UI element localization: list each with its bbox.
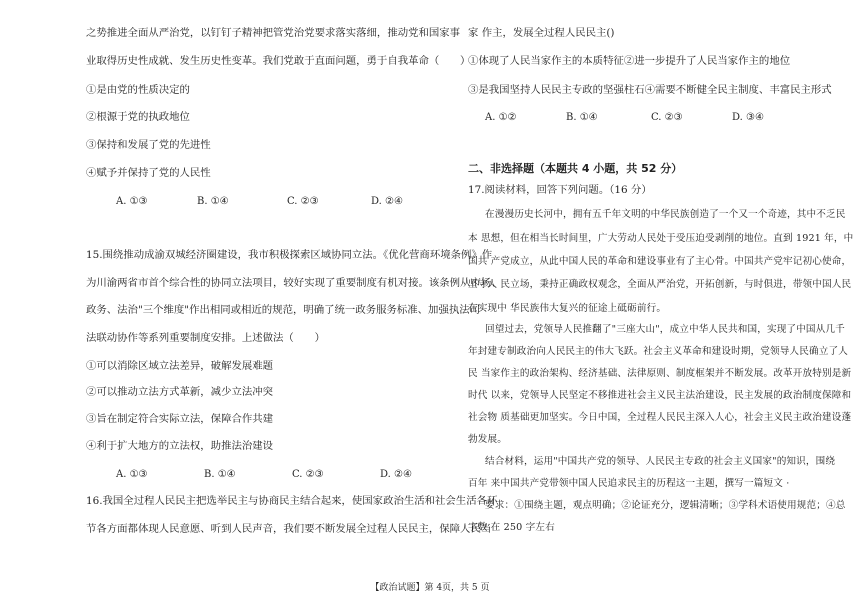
material-line-5: 在实现中 华民族伟大复兴的征途上砥砺前行。 [468, 303, 667, 314]
material-line-3: 国共 产党成立，从此中国人民的革命和建设事业有了主心骨。中国共产党牢记初心使命， [468, 256, 852, 267]
q15-text-line-4: 法联动协作等系列重要制度安排。上述做法（ ） [86, 332, 325, 344]
q16-text-line-3: 家 作主，发展全过程人民民主() [468, 27, 615, 39]
q16-item-1: ①体现了人民当家作主的本质特征②进一步提升了人民当家作主的地位 [468, 55, 791, 67]
q14-option-d: D. ②④ [371, 196, 403, 207]
material-line-14: 要求：①围绕主题，观点明确；②论证充分，逻辑清晰；③学科术语使用规范；④总 [485, 500, 846, 511]
q16-text-line-2: 节各方面都体现人民意愿、听到人民声音，我们要不断发展全过程人民民主，保障人民当 [86, 523, 492, 535]
q14-text-line-1: 之势推进全面从严治党，以钉钉子精神把管党治党要求落实落细，推动党和国家事 [86, 27, 461, 39]
q14-item-3: ③保持和发展了党的先进性 [86, 139, 211, 151]
q15-option-b: B. ①④ [204, 469, 236, 480]
material-line-12: 结合材料，运用"中国共产党的领导、人民民主专政的社会主义国家"的知识，围绕 [485, 456, 836, 467]
q16-option-b: B. ①④ [566, 112, 598, 123]
q15-text-line-3: 政务、法治"三个维度"作出相同或相近的规范，明确了统一政务服务标准、加强执法司 [86, 304, 481, 316]
material-line-10: 社会物 质基础更加坚实。今日中国，全过程人民民主深入人心，社会主义民主政治建设蓬 [468, 412, 852, 423]
q15-option-d: D. ②④ [380, 469, 412, 480]
material-line-8: 民 当家作主的政治架构、经济基础、法律原则、制度框架并不断发展。改革开放特别是新 [468, 368, 852, 379]
q16-item-2: ③是我国坚持人民民主专政的坚强柱石④需要不断健全民主制度、丰富民主形式 [468, 84, 832, 96]
material-line-9: 时代 以来，党领导人民坚定不移推进社会主义民主法治建设，民主发展的政治制度保障和 [468, 390, 852, 401]
q15-item-3: ③旨在制定符合实际立法，保障合作共建 [86, 413, 274, 425]
q15-text-line-1: 15.围绕推动成渝双城经济圈建设，我市积极探索区域协同立法。《优化营商环境条例》作 [86, 249, 493, 261]
q14-text-line-2: 业取得历史性成就、发生历史性变革。我们党敢于直面问题，勇于自我革命（ ） [86, 55, 471, 67]
q14-option-a: A. ①③ [116, 196, 148, 207]
q16-option-d: D. ③④ [732, 112, 764, 123]
material-line-7: 年封建专制政治向人民民主的伟大飞跃。社会主义革命和建设时期，党领导人民确立了人 [468, 346, 849, 357]
material-line-15: 字数 在 250 字左右 [468, 522, 555, 533]
q15-item-4: ④利于扩大地方的立法权，助推法治建设 [86, 440, 274, 452]
material-line-13: 百年 来中国共产党带领中国人民追求民主的历程这一主题，撰写一篇短文 · [468, 478, 790, 489]
q14-item-4: ④赋予并保持了党的人民性 [86, 167, 211, 179]
q15-item-2: ②可以推动立法方式革新，减少立法冲突 [86, 386, 274, 398]
q14-item-2: ②根源于党的执政地位 [86, 111, 190, 123]
q16-option-c: C. ②③ [651, 112, 683, 123]
material-line-6: 回望过去，党领导人民推翻了"三座大山"，成立中华人民共和国，实现了中国从几千 [485, 324, 845, 335]
q14-option-c: C. ②③ [287, 196, 319, 207]
material-line-1: 在漫漫历史长河中，拥有五千年文明的中华民族创造了一个又一个奇迹，其中不乏民 [485, 209, 846, 220]
q14-item-1: ①是由党的性质决定的 [86, 84, 190, 96]
material-line-2: 本 思想，但在相当长时间里，广大劳动人民处于受压迫受剥削的地位。直到 1921 年，中 [468, 233, 854, 244]
q15-text-line-2: 为川渝两省市首个综合性的协同立法项目，较好实现了重要制度有机对接。该条例从市场、 [86, 277, 502, 289]
material-line-4: 坚守人 民立场，秉持正确政权观念，全面从严治党，开拓创新，与时俱进，带领中国人民 [468, 279, 852, 290]
q16-option-a: A. ①② [485, 112, 517, 123]
q17-intro: 17.阅读材料，回答下列问题。（16 分） [468, 184, 652, 196]
section-title: 二、非选择题（本题共 4 小题，共 52 分） [468, 162, 683, 175]
q16-text-line-1: 16.我国全过程人民民主把选举民主与协商民主结合起来，使国家政治生活和社会生活各环 [86, 495, 498, 507]
q15-option-a: A. ①③ [116, 469, 148, 480]
material-line-11: 勃发展。 [468, 434, 507, 445]
q14-option-b: B. ①④ [197, 196, 229, 207]
q15-item-1: ①可以消除区域立法差异，破解发展难题 [86, 360, 274, 372]
page-footer: 【政治试题】第 4页，共 5 页 [370, 583, 490, 593]
q15-option-c: C. ②③ [292, 469, 324, 480]
